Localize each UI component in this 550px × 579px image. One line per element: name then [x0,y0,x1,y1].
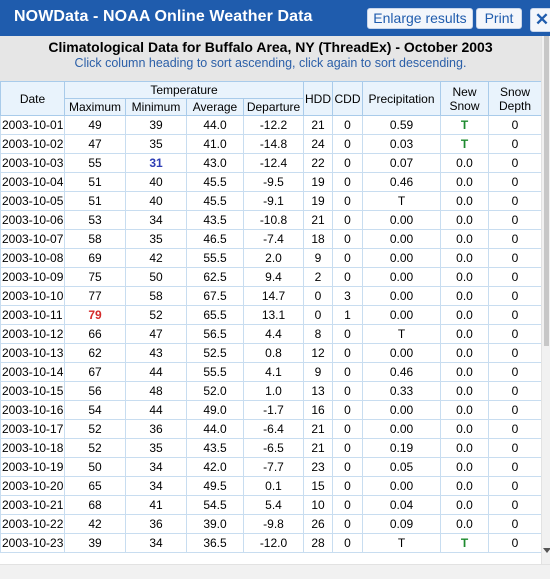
cell-hdd: 13 [304,382,333,401]
cell-snow-depth: 0 [489,249,542,268]
cell-precipitation: 0.00 [363,211,441,230]
table-row [1,477,542,496]
cell-date: 2003-10-12 [1,325,65,344]
cell-average: 43.5 [187,439,244,458]
cell-new-snow: 0.0 [441,192,489,211]
cell-new-snow: T [441,116,489,135]
cell-minimum: 44 [126,363,187,382]
cell-precipitation: 0.07 [363,154,441,173]
column-header-date[interactable]: Date [1,82,65,116]
cell-departure: -6.4 [244,420,304,439]
cell-cdd: 0 [333,192,363,211]
app-title: NOWData - NOAA Online Weather Data [14,8,313,25]
cell-hdd: 22 [304,154,333,173]
cell-departure: -7.7 [244,458,304,477]
cell-new-snow: 0.0 [441,287,489,306]
cell-cdd: 0 [333,439,363,458]
cell-average: 45.5 [187,192,244,211]
cell-average: 45.5 [187,173,244,192]
cell-new-snow: 0.0 [441,458,489,477]
cell-average: 56.5 [187,325,244,344]
cell-hdd: 28 [304,534,333,553]
column-header-precipitation[interactable]: Precipitation [363,82,441,116]
cell-date: 2003-10-16 [1,401,65,420]
cell-minimum: 58 [126,287,187,306]
cell-date: 2003-10-18 [1,439,65,458]
cell-snow-depth: 0 [489,515,542,534]
cell-cdd: 3 [333,287,363,306]
cell-departure: 0.8 [244,344,304,363]
cell-precipitation: 0.19 [363,439,441,458]
cell-cdd: 0 [333,515,363,534]
cell-cdd: 0 [333,401,363,420]
cell-maximum: 65 [65,477,126,496]
cell-precipitation: 0.46 [363,173,441,192]
cell-average: 41.0 [187,135,244,154]
cell-precipitation: 0.33 [363,382,441,401]
cell-maximum: 51 [65,173,126,192]
cell-precipitation: 0.59 [363,116,441,135]
cell-minimum: 42 [126,249,187,268]
cell-departure: 13.1 [244,306,304,325]
cell-date: 2003-10-17 [1,420,65,439]
cell-minimum: 52 [126,306,187,325]
results-panel [0,36,541,564]
table-row [1,192,542,211]
table-row [1,363,542,382]
cell-maximum: 62 [65,344,126,363]
cell-date: 2003-10-14 [1,363,65,382]
cell-departure: -14.8 [244,135,304,154]
cell-maximum: 52 [65,420,126,439]
cell-maximum: 52 [65,439,126,458]
cell-cdd: 0 [333,534,363,553]
cell-hdd: 23 [304,458,333,477]
climate-data-table [0,81,541,553]
cell-minimum: 35 [126,135,187,154]
cell-minimum: 34 [126,534,187,553]
cell-snow-depth: 0 [489,534,542,553]
cell-cdd: 1 [333,306,363,325]
cell-departure: -1.7 [244,401,304,420]
cell-new-snow: 0.0 [441,496,489,515]
cell-new-snow: 0.0 [441,515,489,534]
cell-minimum: 35 [126,439,187,458]
cell-average: 55.5 [187,249,244,268]
column-header-temperature: Temperature [65,82,304,99]
cell-maximum: 55 [65,154,126,173]
enlarge-results-button[interactable]: Enlarge results [367,8,473,29]
cell-minimum: 34 [126,458,187,477]
cell-new-snow: 0.0 [441,325,489,344]
cell-minimum: 39 [126,116,187,135]
cell-new-snow: T [441,534,489,553]
scrollbar-thumb[interactable] [544,36,549,346]
cell-snow-depth: 0 [489,382,542,401]
cell-departure: -9.1 [244,192,304,211]
table-row [1,325,542,344]
cell-maximum: 51 [65,192,126,211]
cell-snow-depth: 0 [489,211,542,230]
cell-departure: 5.4 [244,496,304,515]
cell-maximum: 53 [65,211,126,230]
sort-instructions: Click column heading to sort ascending, click again to sort descending. [74,56,467,70]
cell-precipitation: 0.05 [363,458,441,477]
column-header-new-snow[interactable]: New Snow [441,82,489,116]
cell-cdd: 0 [333,249,363,268]
cell-snow-depth: 0 [489,401,542,420]
cell-new-snow: 0.0 [441,363,489,382]
cell-snow-depth: 0 [489,420,542,439]
cell-average: 55.5 [187,363,244,382]
cell-minimum: 35 [126,230,187,249]
cell-precipitation: 0.04 [363,496,441,515]
cell-average: 39.0 [187,515,244,534]
cell-date: 2003-10-09 [1,268,65,287]
cell-new-snow: 0.0 [441,249,489,268]
horizontal-scrollbar[interactable] [0,564,550,579]
scroll-down-arrow-icon[interactable] [543,548,550,553]
cell-precipitation: T [363,192,441,211]
cell-cdd: 0 [333,382,363,401]
cell-snow-depth: 0 [489,287,542,306]
cell-snow-depth: 0 [489,116,542,135]
cell-average: 43.0 [187,154,244,173]
cell-cdd: 0 [333,230,363,249]
table-row [1,306,542,325]
cell-new-snow: 0.0 [441,173,489,192]
cell-maximum: 47 [65,135,126,154]
close-icon[interactable]: ✕ [530,8,550,32]
cell-snow-depth: 0 [489,154,542,173]
column-header-maximum[interactable]: Maximum [65,99,126,116]
cell-minimum: 36 [126,515,187,534]
cell-departure: 9.4 [244,268,304,287]
cell-hdd: 15 [304,477,333,496]
cell-date: 2003-10-02 [1,135,65,154]
cell-minimum: 48 [126,382,187,401]
report-title: Climatological Data for Buffalo Area, NY (ThreadEx) - October 2003 [48,39,493,55]
cell-cdd: 0 [333,116,363,135]
print-button[interactable]: Print [476,8,522,29]
cell-date: 2003-10-22 [1,515,65,534]
cell-snow-depth: 0 [489,344,542,363]
cell-cdd: 0 [333,325,363,344]
cell-cdd: 0 [333,268,363,287]
cell-maximum: 68 [65,496,126,515]
cell-date: 2003-10-13 [1,344,65,363]
cell-minimum: 41 [126,496,187,515]
cell-departure: 4.1 [244,363,304,382]
cell-date: 2003-10-23 [1,534,65,553]
cell-hdd: 9 [304,249,333,268]
cell-new-snow: 0.0 [441,306,489,325]
cell-cdd: 0 [333,363,363,382]
report-header [0,36,541,81]
cell-date: 2003-10-11 [1,306,65,325]
cell-new-snow: 0.0 [441,382,489,401]
cell-minimum: 43 [126,344,187,363]
cell-minimum: 40 [126,192,187,211]
cell-hdd: 16 [304,401,333,420]
cell-hdd: 0 [304,306,333,325]
cell-new-snow: 0.0 [441,420,489,439]
column-header-average[interactable]: Average [187,99,244,116]
table-row [1,135,542,154]
cell-new-snow: 0.0 [441,230,489,249]
cell-maximum: 79 [65,306,126,325]
table-row [1,534,542,553]
cell-maximum: 67 [65,363,126,382]
cell-average: 67.5 [187,287,244,306]
cell-hdd: 19 [304,192,333,211]
cell-date: 2003-10-15 [1,382,65,401]
cell-cdd: 0 [333,154,363,173]
cell-maximum: 56 [65,382,126,401]
cell-hdd: 0 [304,287,333,306]
cell-departure: 14.7 [244,287,304,306]
cell-new-snow: 0.0 [441,344,489,363]
cell-precipitation: T [363,325,441,344]
cell-maximum: 58 [65,230,126,249]
cell-date: 2003-10-07 [1,230,65,249]
table-row [1,173,542,192]
cell-precipitation: 0.00 [363,420,441,439]
cell-snow-depth: 0 [489,192,542,211]
table-row [1,249,542,268]
cell-average: 36.5 [187,534,244,553]
column-header-departure[interactable]: Departure [244,99,304,116]
cell-precipitation: 0.00 [363,249,441,268]
cell-precipitation: 0.09 [363,515,441,534]
cell-maximum: 66 [65,325,126,344]
cell-precipitation: 0.00 [363,230,441,249]
cell-date: 2003-10-19 [1,458,65,477]
cell-average: 62.5 [187,268,244,287]
cell-departure: 4.4 [244,325,304,344]
cell-cdd: 0 [333,211,363,230]
cell-departure: -10.8 [244,211,304,230]
cell-maximum: 50 [65,458,126,477]
cell-minimum: 44 [126,401,187,420]
cell-hdd: 21 [304,420,333,439]
cell-precipitation: 0.03 [363,135,441,154]
cell-precipitation: 0.00 [363,268,441,287]
cell-date: 2003-10-06 [1,211,65,230]
table-row [1,287,542,306]
table-row [1,420,542,439]
cell-snow-depth: 0 [489,325,542,344]
cell-hdd: 21 [304,211,333,230]
cell-departure: -9.8 [244,515,304,534]
cell-snow-depth: 0 [489,363,542,382]
cell-hdd: 24 [304,135,333,154]
cell-new-snow: T [441,135,489,154]
cell-cdd: 0 [333,135,363,154]
cell-snow-depth: 0 [489,477,542,496]
cell-minimum: 34 [126,477,187,496]
table-row [1,458,542,477]
cell-average: 52.0 [187,382,244,401]
cell-precipitation: 0.00 [363,477,441,496]
vertical-scrollbar[interactable] [541,36,550,564]
cell-maximum: 75 [65,268,126,287]
cell-average: 49.5 [187,477,244,496]
cell-snow-depth: 0 [489,439,542,458]
cell-maximum: 69 [65,249,126,268]
table-row [1,496,542,515]
cell-hdd: 2 [304,268,333,287]
cell-minimum: 34 [126,211,187,230]
cell-precipitation: 0.46 [363,363,441,382]
table-row [1,154,542,173]
cell-snow-depth: 0 [489,458,542,477]
title-bar [0,0,550,36]
cell-departure: -6.5 [244,439,304,458]
cell-cdd: 0 [333,496,363,515]
cell-maximum: 42 [65,515,126,534]
cell-precipitation: 0.00 [363,401,441,420]
cell-date: 2003-10-03 [1,154,65,173]
cell-minimum: 36 [126,420,187,439]
table-row [1,211,542,230]
cell-date: 2003-10-04 [1,173,65,192]
table-row [1,116,542,135]
cell-date: 2003-10-01 [1,116,65,135]
cell-hdd: 12 [304,344,333,363]
cell-precipitation: 0.00 [363,344,441,363]
table-row [1,268,542,287]
cell-cdd: 0 [333,477,363,496]
cell-departure: -9.5 [244,173,304,192]
column-header-hdd[interactable]: HDD [304,82,333,116]
table-row [1,439,542,458]
cell-hdd: 19 [304,173,333,192]
cell-average: 54.5 [187,496,244,515]
cell-minimum: 50 [126,268,187,287]
cell-snow-depth: 0 [489,230,542,249]
cell-date: 2003-10-10 [1,287,65,306]
cell-departure: 2.0 [244,249,304,268]
cell-departure: -12.2 [244,116,304,135]
cell-average: 44.0 [187,420,244,439]
column-header-minimum[interactable]: Minimum [126,99,187,116]
cell-date: 2003-10-08 [1,249,65,268]
cell-cdd: 0 [333,420,363,439]
cell-average: 46.5 [187,230,244,249]
column-header-snow-depth[interactable]: Snow Depth [489,82,542,116]
cell-snow-depth: 0 [489,496,542,515]
cell-date: 2003-10-05 [1,192,65,211]
cell-hdd: 21 [304,439,333,458]
cell-hdd: 26 [304,515,333,534]
cell-average: 42.0 [187,458,244,477]
cell-cdd: 0 [333,173,363,192]
table-row [1,515,542,534]
table-row [1,230,542,249]
table-row [1,382,542,401]
cell-minimum: 31 [126,154,187,173]
cell-maximum: 77 [65,287,126,306]
cell-cdd: 0 [333,458,363,477]
cell-departure: 1.0 [244,382,304,401]
cell-departure: -12.4 [244,154,304,173]
cell-average: 52.5 [187,344,244,363]
cell-hdd: 18 [304,230,333,249]
cell-new-snow: 0.0 [441,154,489,173]
cell-new-snow: 0.0 [441,439,489,458]
cell-average: 43.5 [187,211,244,230]
cell-average: 49.0 [187,401,244,420]
cell-snow-depth: 0 [489,306,542,325]
cell-cdd: 0 [333,344,363,363]
cell-new-snow: 0.0 [441,477,489,496]
cell-maximum: 49 [65,116,126,135]
cell-average: 44.0 [187,116,244,135]
cell-hdd: 10 [304,496,333,515]
cell-hdd: 8 [304,325,333,344]
cell-average: 65.5 [187,306,244,325]
cell-snow-depth: 0 [489,268,542,287]
cell-minimum: 47 [126,325,187,344]
cell-departure: 0.1 [244,477,304,496]
cell-hdd: 9 [304,363,333,382]
cell-departure: -12.0 [244,534,304,553]
cell-departure: -7.4 [244,230,304,249]
cell-precipitation: T [363,534,441,553]
cell-date: 2003-10-21 [1,496,65,515]
cell-new-snow: 0.0 [441,211,489,230]
cell-maximum: 39 [65,534,126,553]
table-row [1,344,542,363]
cell-new-snow: 0.0 [441,268,489,287]
cell-maximum: 54 [65,401,126,420]
cell-snow-depth: 0 [489,135,542,154]
cell-precipitation: 0.00 [363,287,441,306]
cell-snow-depth: 0 [489,173,542,192]
column-header-cdd[interactable]: CDD [333,82,363,116]
cell-new-snow: 0.0 [441,401,489,420]
cell-date: 2003-10-20 [1,477,65,496]
cell-minimum: 40 [126,173,187,192]
cell-precipitation: 0.00 [363,306,441,325]
table-row [1,401,542,420]
cell-hdd: 21 [304,116,333,135]
